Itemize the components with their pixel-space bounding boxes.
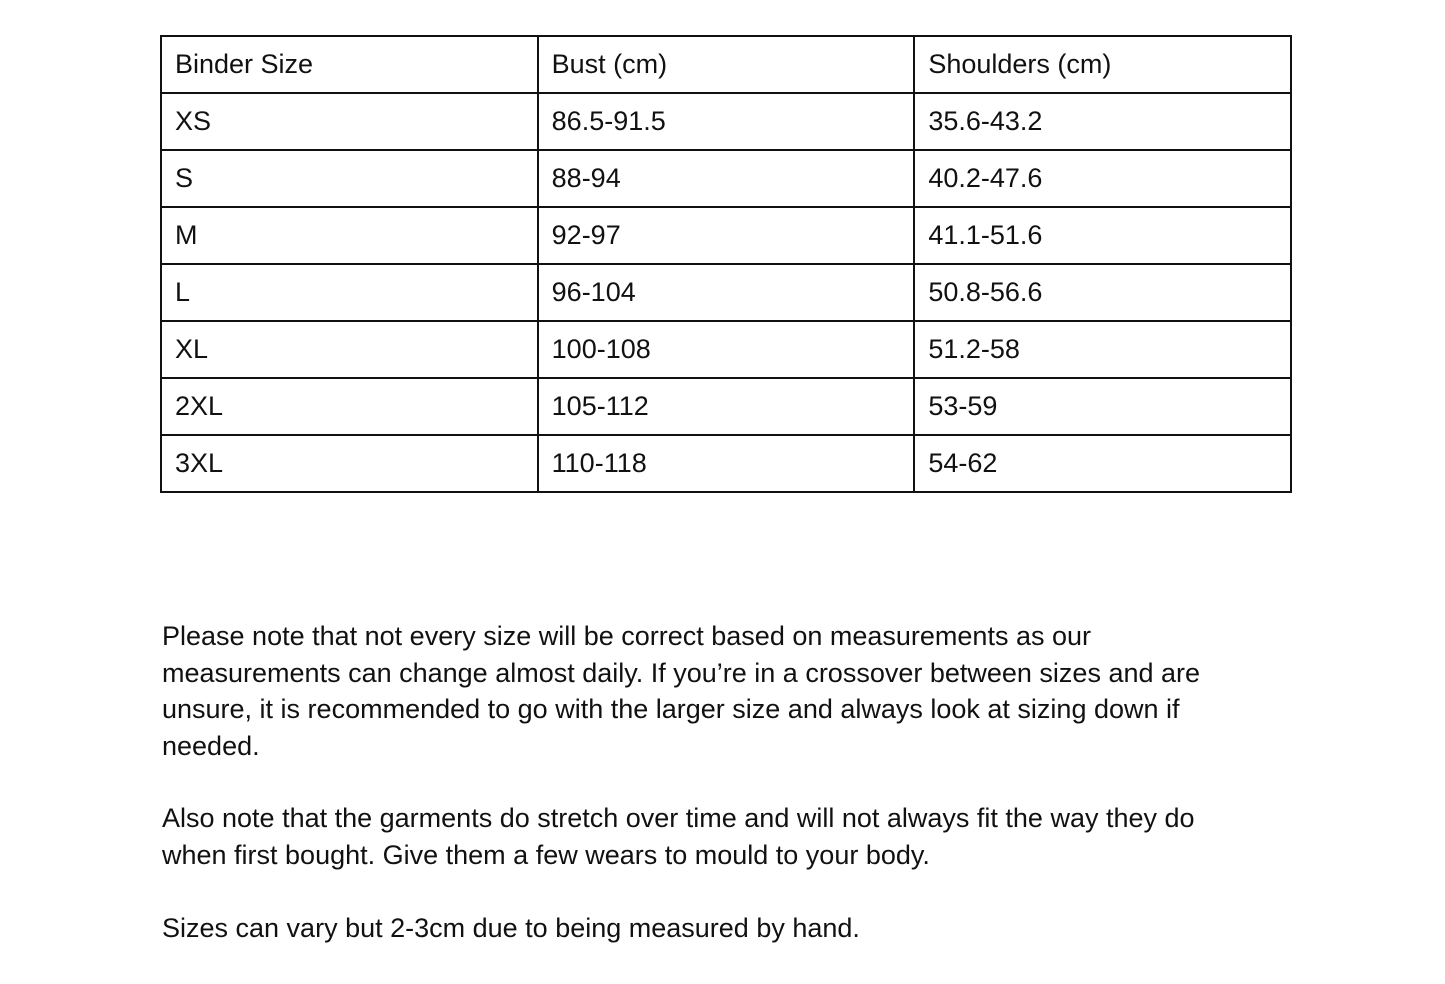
sizing-notes bbox=[162, 618, 1222, 982]
table-header-row bbox=[161, 36, 1291, 93]
shoulders-cell: 51.2-58 bbox=[914, 321, 1291, 378]
shoulders-cell: 35.6-43.2 bbox=[914, 93, 1291, 150]
shoulders-cell: 40.2-47.6 bbox=[914, 150, 1291, 207]
note-paragraph-variance: Sizes can vary but 2-3cm due to being measured by hand. bbox=[162, 912, 860, 943]
bust-cell: 100-108 bbox=[538, 321, 915, 378]
bust-cell: 88-94 bbox=[538, 150, 915, 207]
bust-cell: 92-97 bbox=[538, 207, 915, 264]
table-row bbox=[161, 150, 1291, 207]
size-cell: XL bbox=[161, 321, 538, 378]
table-row bbox=[161, 207, 1291, 264]
header-shoulders: Shoulders (cm) bbox=[914, 36, 1291, 93]
table-row bbox=[161, 93, 1291, 150]
bust-cell: 96-104 bbox=[538, 264, 915, 321]
size-cell: XS bbox=[161, 93, 538, 150]
table-row bbox=[161, 321, 1291, 378]
bust-cell: 105-112 bbox=[538, 378, 915, 435]
shoulders-cell: 53-59 bbox=[914, 378, 1291, 435]
bust-cell: 110-118 bbox=[538, 435, 915, 492]
table-row bbox=[161, 378, 1291, 435]
note-paragraph-measurements: Please note that not every size will be correct based on measurements as our measurements can change almost daily. If you’re in a crossover between sizes and are unsure, it is recommended to go with the larger size and always look at sizing down if needed. bbox=[162, 621, 1201, 761]
size-cell: 2XL bbox=[161, 378, 538, 435]
note-paragraph-stretch: Also note that the garments do stretch over time and will not always fit the way they do when first bought. Give them a few wears to mould to your body. bbox=[162, 803, 1195, 870]
shoulders-cell: 50.8-56.6 bbox=[914, 264, 1291, 321]
table-row bbox=[161, 264, 1291, 321]
header-bust: Bust (cm) bbox=[538, 36, 915, 93]
size-chart-table bbox=[160, 35, 1292, 493]
size-cell: S bbox=[161, 150, 538, 207]
bust-cell: 86.5-91.5 bbox=[538, 93, 915, 150]
shoulders-cell: 41.1-51.6 bbox=[914, 207, 1291, 264]
size-cell: 3XL bbox=[161, 435, 538, 492]
size-cell: M bbox=[161, 207, 538, 264]
header-binder-size: Binder Size bbox=[161, 36, 538, 93]
shoulders-cell: 54-62 bbox=[914, 435, 1291, 492]
table-row bbox=[161, 435, 1291, 492]
size-cell: L bbox=[161, 264, 538, 321]
